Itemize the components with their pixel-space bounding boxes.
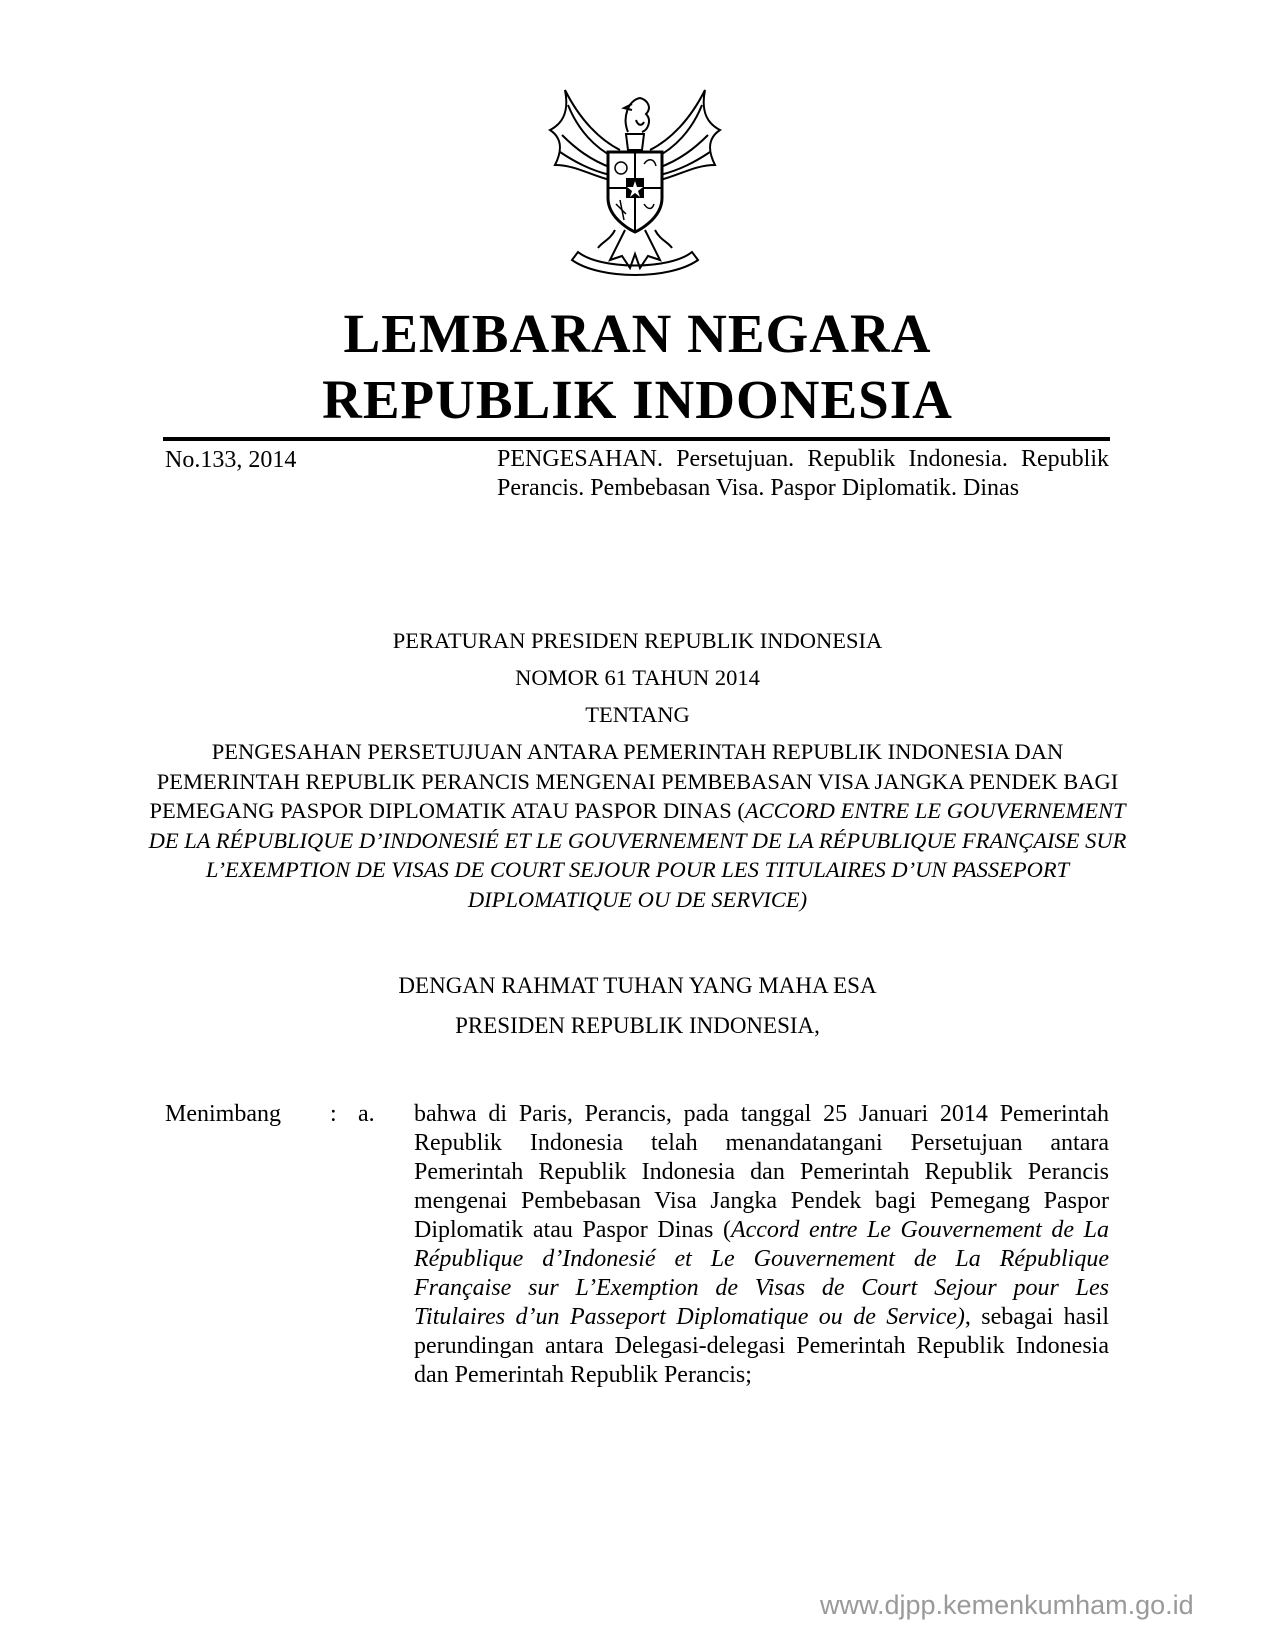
regulation-number: NOMOR 61 TAHUN 2014 (515, 665, 760, 690)
masthead-divider (163, 437, 1110, 441)
regulation-about: TENTANG (585, 702, 690, 727)
regulation-heading: PERATURAN PRESIDEN REPUBLIK INDONESIA (392, 628, 883, 653)
source-watermark: www.djpp.kemenkumham.go.id (820, 1590, 1194, 1620)
issue-subject: PENGESAHAN. Persetujuan. Republik Indonesia. Republik Perancis. Pembebasan Visa. Paspor Diplomatik. Dinas (497, 446, 1109, 501)
regulation-title-italic: ACCORD ENTRE LE GOUVERNEMENT DE LA RÉPUBLIQUE D’INDONESIÉ ET LE GOUVERNEMENT DE LA RÉPUBLIQUE FRANÇAISE SUR L’EXEMPTION DE VISAS DE COURT SEJOUR POUR LES TITULAIRES D’UN PASSEPORT DIPLOMATIQUE OU DE SERVICE (148, 798, 1127, 912)
regulation-title (140, 737, 1135, 914)
garuda-emblem (540, 80, 730, 280)
considering-text-before: bahwa di Paris, Perancis, pada tanggal 25 Januari 2014 Pemerintah Republik Indonesia telah menandatangani Persetujuan antara Pemerintah Republik Indonesia dan Pemerintah Republik Perancis mengenai Pembebasan Visa Jangka Pendek bagi Pemegang Paspor Diplomatik atau Paspor Dinas ( (414, 1101, 1109, 1243)
opening-line-2: PRESIDEN REPUBLIK INDONESIA, (455, 1013, 820, 1038)
considering-text-italic: Accord entre Le Gouvernement de La République d’Indonesié et Le Gouvernement de La République Française sur L’Exemption de Visas de Court Sejour pour Les Titulaires d’un Passeport Diplomatique ou de Service) (414, 1217, 1109, 1330)
regulation-title-close: ) (799, 886, 808, 912)
garuda-emblem-icon (540, 80, 730, 280)
masthead-line-2: REPUBLIK INDONESIA (322, 369, 953, 430)
masthead-line-1: LEMBARAN NEGARA (343, 303, 932, 364)
considering-text (414, 1100, 1109, 1390)
considering-text-after: , sebagai hasil perundingan antara Delegasi-delegasi Pemerintah Republik Indonesia dan Pemerintah Republik Perancis; (414, 1304, 1109, 1388)
issue-number: No.133, 2014 (165, 447, 297, 473)
considering-label: Menimbang (165, 1101, 281, 1127)
considering-letter: a. (358, 1101, 375, 1127)
considering-colon: : (330, 1101, 337, 1127)
regulation-title-plain: PENGESAHAN PERSETUJUAN ANTARA PEMERINTAH REPUBLIK INDONESIA DAN PEMERINTAH REPUBLIK PERANCIS MENGENAI PEMBEBASAN VISA JANGKA PENDEK BAGI PEMEGANG PASPOR DIPLOMATIK ATAU PASPOR DINAS ( (149, 739, 1119, 823)
opening-line-1: DENGAN RAHMAT TUHAN YANG MAHA ESA (398, 973, 877, 998)
